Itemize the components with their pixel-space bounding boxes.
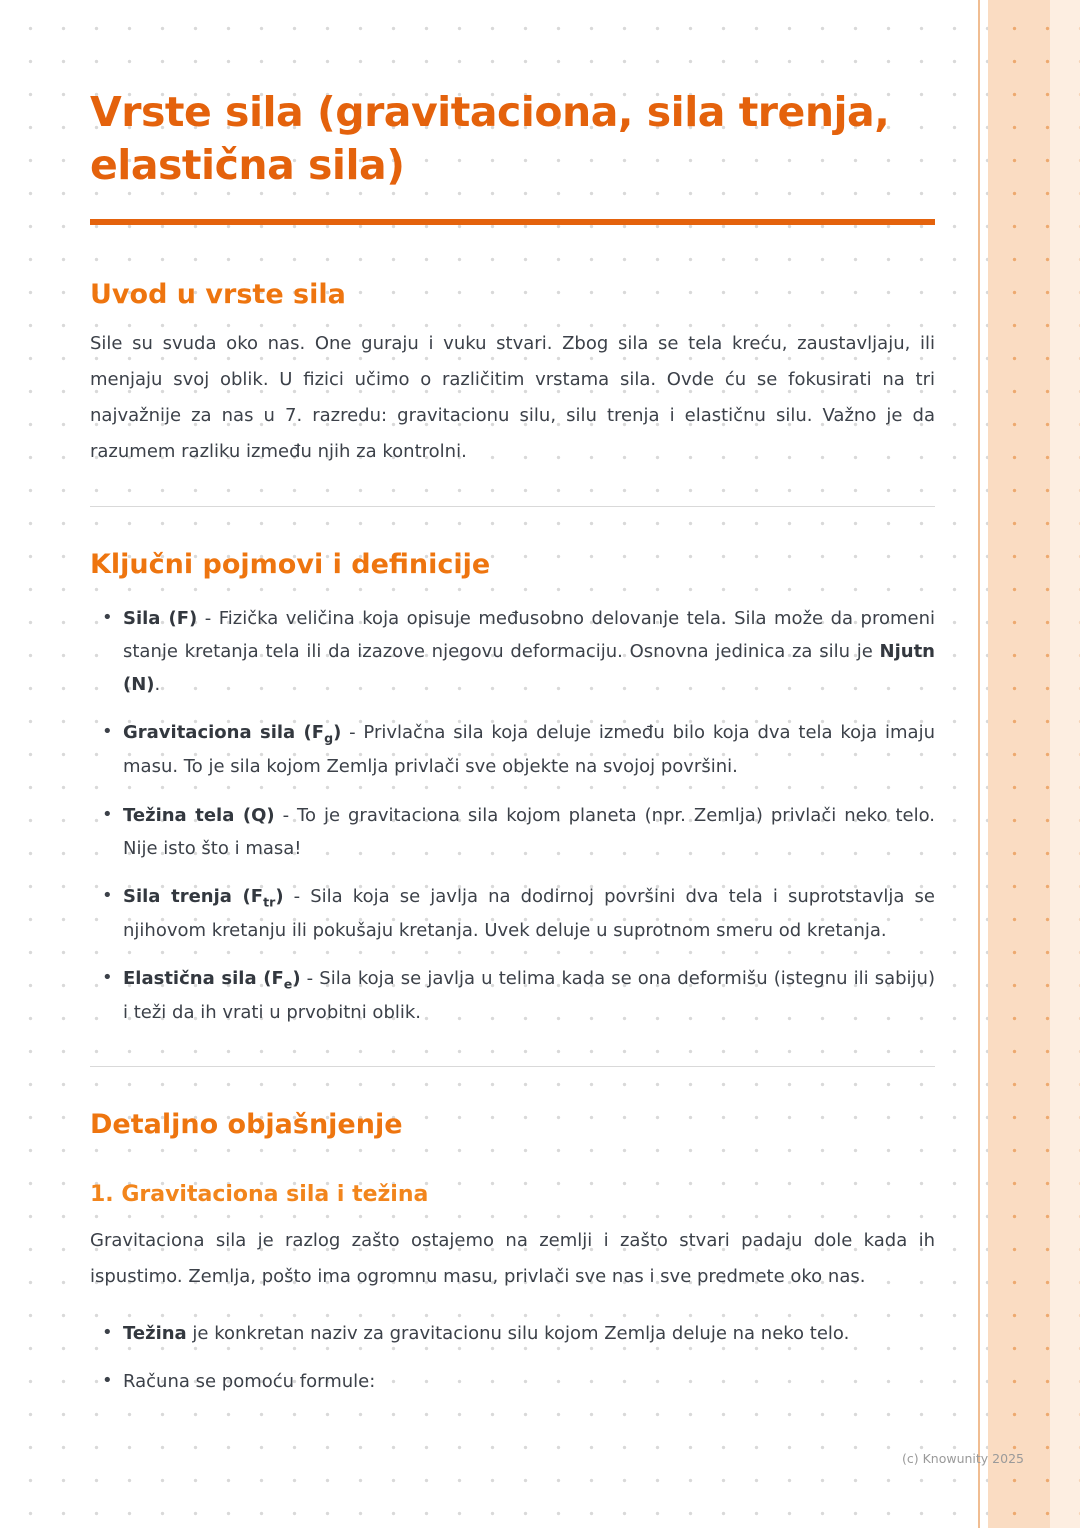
document-content [90,0,935,1398]
section-heading-uvod: Uvod u vrste sila [90,278,346,310]
details-item-tezina: • Težina je konkretan naziv za gravitacionu silu kojom Zemlja deluje na neko telo. [90,1317,935,1350]
definition-item-gravitaciona-sila: • Gravitaciona sila $(F_g)$ - Privlačna sila koja deluje između bilo koja dva tela koja imaju masu. To je sila kojom Zemlja privlači sve objekte na svojoj površini. [90,716,935,783]
definition-item-sila-trenja: • Sila trenja $(F_{tr})$ - Sila koja se javlja na dodirnoj površini dva tela i suprotstavlja se njihovom kretanju ili pokušaju kretanja. Uvek deluje u suprotnom smeru od kretanja. [90,880,935,947]
divider [90,1066,935,1067]
divider [90,506,935,507]
title-rule [90,219,935,225]
definition-item-sila: • Sila (F) - Fizička veličina koja opisuje međusobno delovanje tela. Sila može da promeni stanje kretanja tela ili da izazove njegovu deformaciju. Osnovna jedinica za silu je Njutn (N). [90,602,935,702]
definition-item-tezina-tela: • Težina tela (Q) - To je gravitaciona sila kojom planeta (npr. Zemlja) privlači neko telo. Nije isto što i masa! [90,799,935,866]
section-heading-kljucni-pojmovi: Ključni pojmovi i definicije [90,548,491,580]
page-title: Vrste sila (gravitaciona, sila trenja, elastična sila) [90,88,890,190]
definition-list [90,602,935,1030]
intro-paragraph: Sile su svuda oko nas. One guraju i vuku stvari. Zbog sila se tela kreću, zaustavljaju, ili menjaju svoj oblik. U fizici učimo o različitim vrstama sila. Ovde ću se fokusirati na tri najvažnije za nas u 7. razredu: gravitacionu silu, silu trenja i elastičnu silu. Važno je da razumem razliku između njih za kontrolni. [90,332,935,462]
page-edge-strip [988,0,1080,1528]
details-list [90,1317,935,1399]
definition-item-elasticna-sila: • Elastična sila $(F_e)$ - Sila koja se javlja u telima kada se ona deformišu (istegnu ili sabiju) i teži da ih vrati u prvobitni oblik. [90,962,935,1029]
details-paragraph: Gravitaciona sila je razlog zašto ostajemo na zemlji i zašto stvari padaju dole kada ih ispustimo. Zemlja, pošto ima ogromnu masu, privlači sve nas i sve predmete oko nas. [90,1229,935,1287]
section-heading-detaljno: Detaljno objašnjenje [90,1108,403,1140]
footer-credit: (c) Knowunity 2025 [902,1451,1024,1466]
page-edge-strip-highlight [1050,0,1080,1528]
subsection-heading-gravitaciona-tezina: 1. Gravitaciona sila i težina [90,1181,429,1207]
page-edge-line [978,0,980,1528]
details-item-formula: • Računa se pomoću formule: [90,1365,935,1398]
